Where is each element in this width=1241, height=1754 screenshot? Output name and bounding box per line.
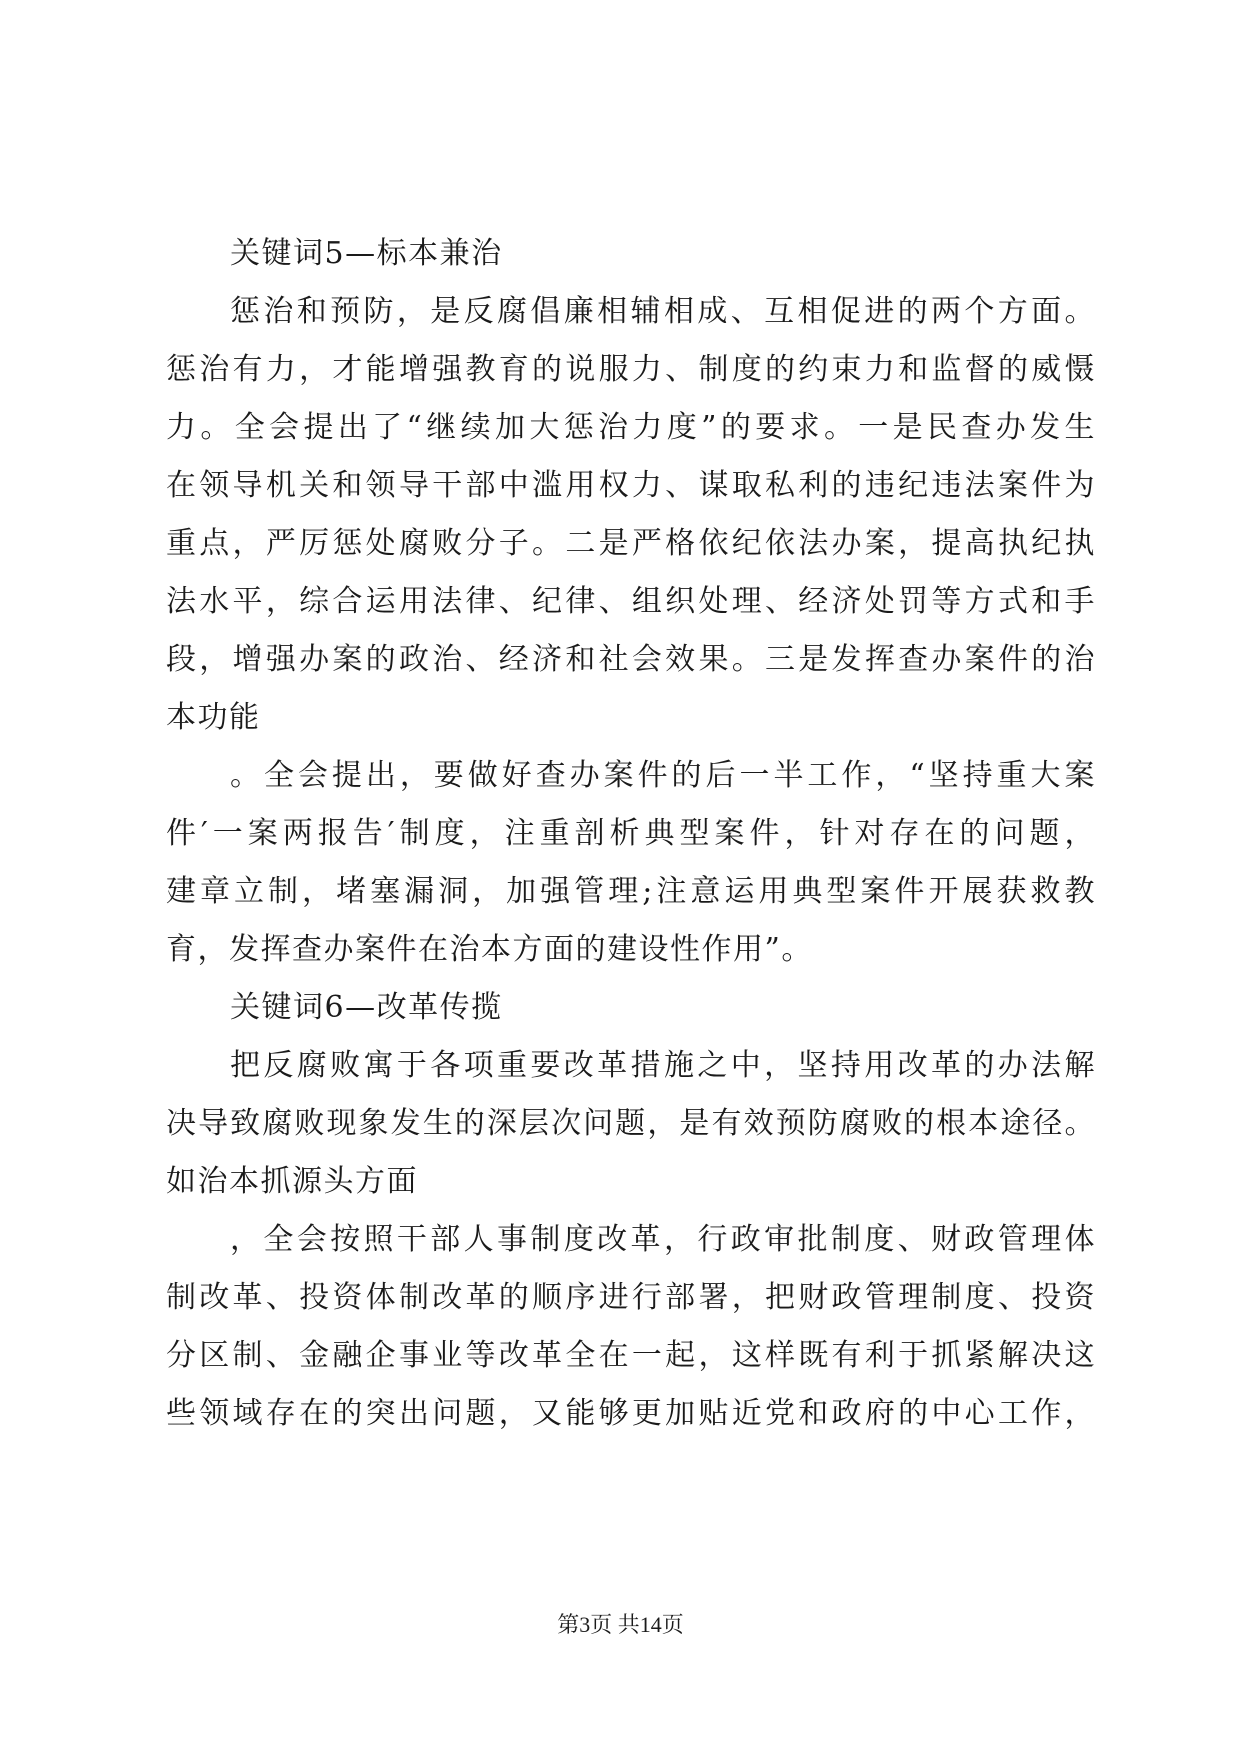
paragraph-line: ，全会按照干部人事制度改革，行政审批制度、财政管理体: [230, 1222, 1096, 1257]
page-number-footer: 第3页 共14页: [557, 1612, 684, 1637]
paragraph-line: 段，增强办案的政治、经济和社会效果。三是发挥查办案件的治: [166, 642, 1096, 677]
paragraph-line: 建章立制，堵塞漏洞，加强管理;注意运用典型案件开展获救教: [166, 874, 1096, 909]
paragraph-line: 分区制、金融企事业等改革全在一起，这样既有利于抓紧解决这: [166, 1338, 1096, 1373]
paragraph-line: 法水平，综合运用法律、纪律、组织处理、经济处罚等方式和手: [166, 584, 1096, 619]
paragraph-line: 决导致腐败现象发生的深层次问题，是有效预防腐败的根本途径。: [166, 1106, 1096, 1141]
keyword-heading-5: 关键词5—标本兼治: [230, 236, 503, 271]
paragraph-line: 些领域存在的突出问题，又能够更加贴近党和政府的中心工作，: [166, 1396, 1096, 1431]
paragraph-line: 如治本抓源头方面: [166, 1164, 418, 1199]
paragraph-line: 育，发挥查办案件在治本方面的建设性作用”。: [166, 932, 813, 967]
paragraph-line: 。全会提出，要做好查办案件的后一半工作，“坚持重大案: [230, 758, 1096, 793]
paragraph-line: 件′一案两报告′制度，注重剖析典型案件，针对存在的问题，: [166, 816, 1096, 851]
paragraph-line: 重点，严厉惩处腐败分子。二是严格依纪依法办案，提高执纪执: [166, 526, 1096, 561]
paragraph-line: 惩治有力，才能增强教育的说服力、制度的约束力和监督的威慑: [166, 352, 1096, 387]
keyword-heading-6: 关键词6—改革传揽: [230, 990, 503, 1025]
paragraph-line: 力。全会提出了“继续加大惩治力度”的要求。一是民查办发生: [166, 410, 1096, 445]
document-body: [166, 225, 1096, 1443]
paragraph-line: 把反腐败寓于各项重要改革措施之中，坚持用改革的办法解: [230, 1048, 1096, 1083]
paragraph-line: 在领导机关和领导干部中滥用权力、谋取私利的违纪违法案件为: [166, 468, 1096, 503]
paragraph-line: 本功能: [166, 700, 261, 735]
paragraph-line: 制改革、投资体制改革的顺序进行部署，把财政管理制度、投资: [166, 1280, 1096, 1315]
paragraph-line: 惩治和预防，是反腐倡廉相辅相成、互相促进的两个方面。: [230, 294, 1096, 329]
